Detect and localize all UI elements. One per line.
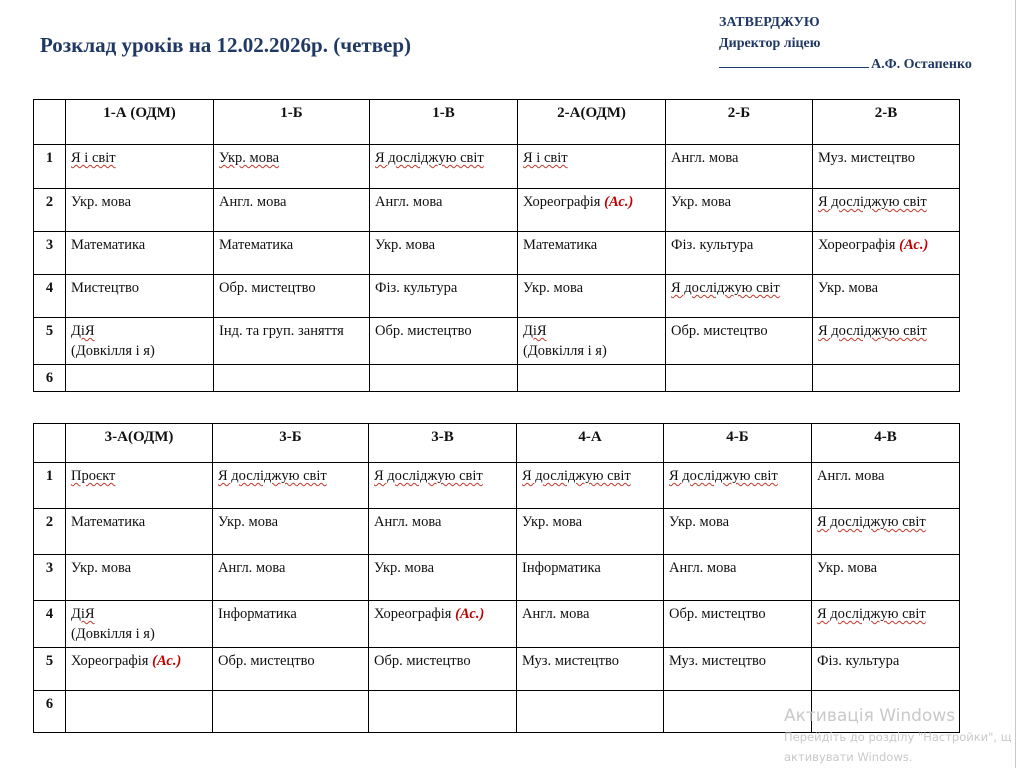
watermark-title: Активація Windows [784, 706, 956, 726]
lesson-cell: Хореографія (Ас.) [66, 648, 213, 691]
assistant-note: (Ас.) [455, 606, 485, 622]
table-row [34, 232, 960, 275]
lesson-cell: Хореографія (Ас.) [518, 189, 666, 232]
watermark-line-1: Перейдіть до розділу "Настройки", щ [784, 730, 1012, 744]
header-cell: 4-Б [664, 424, 812, 463]
lesson-cell: Англ. мова [517, 601, 664, 648]
lesson-cell: Укр. мова [66, 555, 213, 601]
lesson-cell: Проєкт [66, 463, 213, 509]
lesson-cell: Обр. мистецтво [369, 648, 517, 691]
lesson-cell: Англ. мова [666, 145, 813, 189]
windows-activation-watermark [784, 705, 1012, 767]
lesson-number: 3 [34, 555, 66, 601]
lesson-number: 6 [34, 691, 66, 733]
lesson-cell: Укр. мова [66, 189, 214, 232]
lesson-number: 4 [34, 601, 66, 648]
header-cell: 2-В [813, 100, 960, 145]
lesson-cell: Я і світ [66, 145, 214, 189]
lesson-cell: Я досліджую світ [370, 145, 518, 189]
table-header-row [34, 100, 960, 145]
lesson-cell [666, 365, 813, 392]
table-row [34, 601, 960, 648]
lesson-cell: Математика [518, 232, 666, 275]
lesson-cell [369, 691, 517, 733]
lesson-cell: Я досліджую світ [666, 275, 813, 318]
lesson-cell: Укр. мова [666, 189, 813, 232]
signature-line [719, 54, 869, 68]
lesson-cell: Укр. мова [213, 509, 369, 555]
lesson-cell: Укр. мова [369, 555, 517, 601]
table-row [34, 648, 960, 691]
lesson-cell: Я досліджую світ [517, 463, 664, 509]
lesson-cell: Англ. мова [369, 509, 517, 555]
table-row [34, 463, 960, 509]
lesson-cell: Англ. мова [213, 555, 369, 601]
lesson-cell [813, 365, 960, 392]
lesson-cell: Я досліджую світ [213, 463, 369, 509]
header-cell: 1-Б [214, 100, 370, 145]
lesson-cell: Інформатика [213, 601, 369, 648]
lesson-cell: Муз. мистецтво [664, 648, 812, 691]
lesson-cell: Я досліджую світ [813, 318, 960, 365]
lesson-cell [66, 691, 213, 733]
assistant-note: (Ас.) [152, 653, 182, 669]
lesson-cell: Фіз. культура [666, 232, 813, 275]
lesson-cell: Я досліджую світ [812, 601, 960, 648]
approval-position: Директор ліцею [719, 36, 821, 51]
lesson-cell [213, 691, 369, 733]
lesson-cell: Англ. мова [664, 555, 812, 601]
lesson-cell: Укр. мова [214, 145, 370, 189]
header-cell [34, 424, 66, 463]
lesson-cell: Математика [214, 232, 370, 275]
header-cell: 4-А [517, 424, 664, 463]
lesson-cell: Я досліджую світ [664, 463, 812, 509]
header-cell: 2-Б [666, 100, 813, 145]
table-row [34, 145, 960, 189]
lesson-cell: Укр. мова [664, 509, 812, 555]
lesson-cell: Я і світ [518, 145, 666, 189]
table-row [34, 275, 960, 318]
lesson-cell: Муз. мистецтво [813, 145, 960, 189]
lesson-cell: Математика [66, 509, 213, 555]
header-cell: 2-А(ОДМ) [518, 100, 666, 145]
lesson-cell: Я досліджую світ [812, 509, 960, 555]
header-cell: 3-А(ОДМ) [66, 424, 213, 463]
table-row [34, 365, 960, 392]
lesson-cell: Укр. мова [370, 232, 518, 275]
lesson-cell: Обр. мистецтво [664, 601, 812, 648]
lesson-cell: Фіз. культура [370, 275, 518, 318]
header-cell: 1-В [370, 100, 518, 145]
approval-heading: ЗАТВЕРДЖУЮ [719, 15, 820, 30]
lesson-cell: ДіЯ (Довкілля і я) [518, 318, 666, 365]
header-cell [34, 100, 66, 145]
lesson-cell: Укр. мова [813, 275, 960, 318]
lesson-number: 4 [34, 275, 66, 318]
header-cell: 3-В [369, 424, 517, 463]
lesson-cell [370, 365, 518, 392]
lesson-cell: Інд. та груп. заняття [214, 318, 370, 365]
lesson-cell: Англ. мова [812, 463, 960, 509]
lesson-cell: Муз. мистецтво [517, 648, 664, 691]
lesson-cell: Укр. мова [517, 509, 664, 555]
watermark-line-2: активувати Windows. [784, 750, 913, 764]
lesson-cell: Англ. мова [370, 189, 518, 232]
lesson-cell [517, 691, 664, 733]
lesson-cell [66, 365, 214, 392]
lesson-cell: Фіз. культура [812, 648, 960, 691]
lesson-cell: Математика [66, 232, 214, 275]
lesson-cell: Хореографія (Ас.) [813, 232, 960, 275]
lesson-cell: Обр. мистецтво [666, 318, 813, 365]
header-cell: 3-Б [213, 424, 369, 463]
lesson-cell: ДіЯ (Довкілля і я) [66, 601, 213, 648]
approval-block [719, 12, 972, 75]
lesson-cell: Обр. мистецтво [370, 318, 518, 365]
table-header-row [34, 424, 960, 463]
lesson-number: 5 [34, 648, 66, 691]
lesson-cell: Я досліджую світ [813, 189, 960, 232]
schedule-table-grades-1-2 [33, 99, 960, 392]
lesson-number: 3 [34, 232, 66, 275]
lesson-cell: Інформатика [517, 555, 664, 601]
assistant-note: (Ас.) [604, 194, 634, 210]
table-row [34, 189, 960, 232]
table-row [34, 509, 960, 555]
lesson-cell: Укр. мова [518, 275, 666, 318]
lesson-number: 1 [34, 145, 66, 189]
page-edge [1015, 0, 1016, 768]
lesson-cell: Хореографія (Ас.) [369, 601, 517, 648]
lesson-number: 6 [34, 365, 66, 392]
lesson-number: 1 [34, 463, 66, 509]
approval-name: А.Ф. Остапенко [871, 57, 972, 72]
approval-signature-row [719, 54, 972, 75]
table-row [34, 555, 960, 601]
lesson-cell: ДіЯ (Довкілля і я) [66, 318, 214, 365]
lesson-number: 5 [34, 318, 66, 365]
header-cell: 1-А (ОДМ) [66, 100, 214, 145]
lesson-number: 2 [34, 189, 66, 232]
lesson-cell: Англ. мова [214, 189, 370, 232]
lesson-cell [214, 365, 370, 392]
lesson-cell: Я досліджую світ [369, 463, 517, 509]
lesson-cell: Обр. мистецтво [213, 648, 369, 691]
lesson-cell: Укр. мова [812, 555, 960, 601]
header-cell: 4-В [812, 424, 960, 463]
schedule-table-grades-3-4 [33, 423, 960, 733]
table-row [34, 318, 960, 365]
lesson-cell: Обр. мистецтво [214, 275, 370, 318]
page-title: Розклад уроків на 12.02.2026р. (четвер) [40, 33, 412, 57]
lesson-number: 2 [34, 509, 66, 555]
lesson-cell [518, 365, 666, 392]
lesson-cell: Мистецтво [66, 275, 214, 318]
assistant-note: (Ас.) [899, 237, 929, 253]
